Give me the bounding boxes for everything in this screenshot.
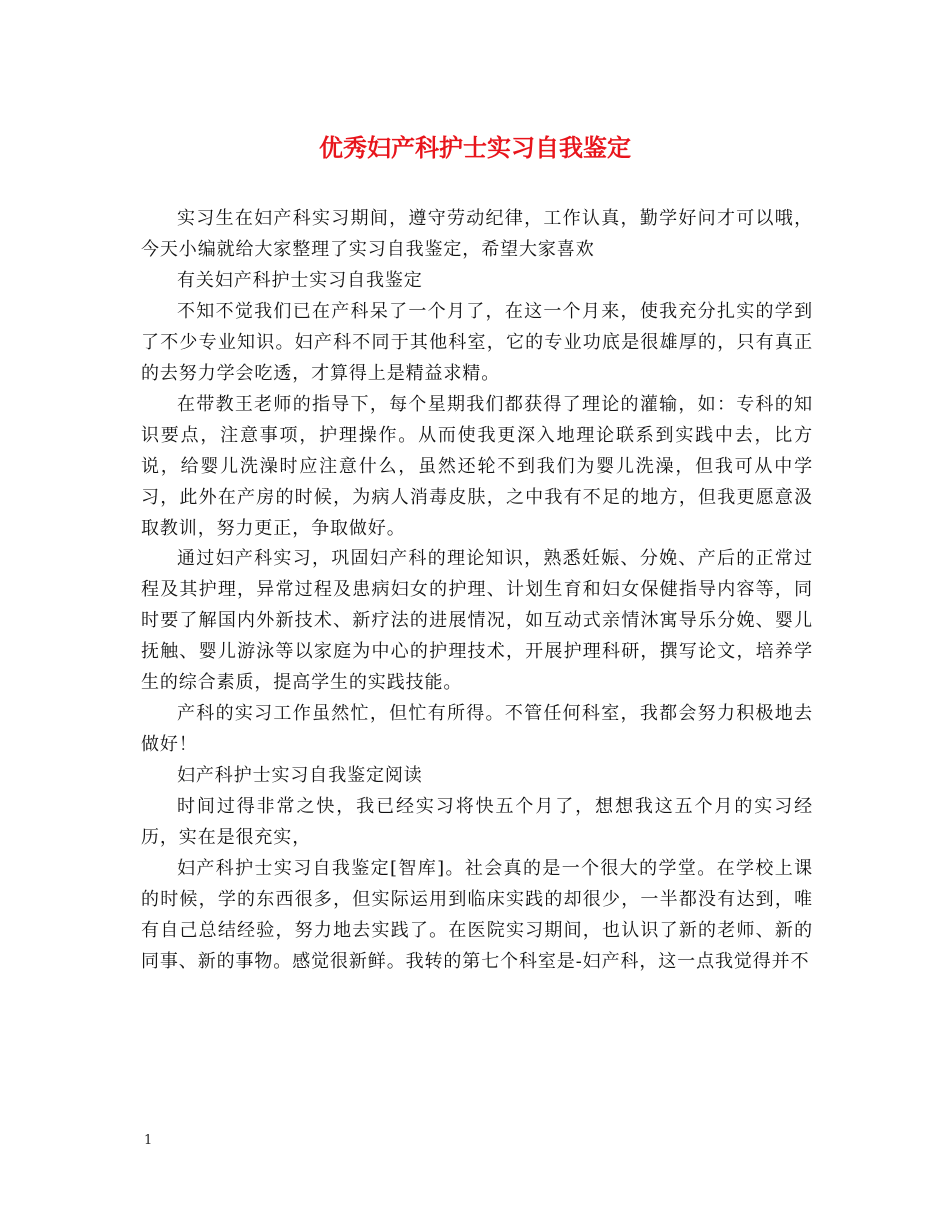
section-heading: 妇产科护士实习自我鉴定阅读 (177, 765, 423, 787)
paragraph-intro: 实习生在妇产科实习期间，遵守劳动纪律，工作认真，勤学好问才可以哦，今天小编就给大家整理了实习自我鉴定，希望大家喜欢 (141, 208, 813, 260)
section-heading: 有关妇产科护士实习自我鉴定 (177, 269, 423, 291)
paragraph: 通过妇产科实习，巩固妇产科的理论知识，熟悉妊娠、分娩、产后的正常过程及其护理，异常过程及患病妇女的护理、计划生育和妇女保健指导内容等，同时要了解国内外新技术、新疗法的进展情况，如互动式亲情沐寓导乐分娩、婴儿抚触、婴儿游泳等以家庭为中心的护理技术，开展护理科研，撰写论文，培养学生的综合素质，提高学生的实践技能。 (141, 548, 813, 694)
paragraph: 时间过得非常之快，我已经实习将快五个月了，想想我这五个月的实习经历，实在是很充实， (141, 796, 813, 849)
paragraph: 不知不觉我们已在产科呆了一个月了，在这一个月来，使我充分扎实的学到了不少专业知识。妇产科不同于其他科室，它的专业功底是很雄厚的，只有真正的去努力学会吃透，才算得上是精益求精。 (141, 300, 813, 384)
paragraph: 妇产科护士实习自我鉴定[智库]。社会真的是一个很大的学堂。在学校上课的时候，学的东西很多，但实际运用到临床实践的却很少，一半都没有达到，唯有自己总结经验，努力地去实践了。在医院实习期间，也认识了新的老师、新的同事、新的事物。感觉很新鲜。我转的第七个科室是-妇产科，这一点我觉得并不 (141, 858, 813, 972)
page-number: 1 (144, 1133, 153, 1148)
document-title: 优秀妇产科护士实习自我鉴定 (319, 134, 631, 162)
paragraph: 在带教王老师的指导下，每个星期我们都获得了理论的灌输，如：专科的知识要点，注意事项，护理操作。从而使我更深入地理论联系到实践中去，比方说，给婴儿洗澡时应注意什么，虽然还轮不到我们为婴儿洗澡，但我可从中学习，此外在产房的时候，为病人消毒皮肤，之中我有不足的地方，但我更愿意汲取教训，努力更正，争取做好。 (141, 393, 813, 539)
document-body (141, 204, 813, 978)
paragraph: 产科的实习工作虽然忙，但忙有所得。不管任何科室，我都会努力积极地去做好！ (141, 703, 813, 756)
